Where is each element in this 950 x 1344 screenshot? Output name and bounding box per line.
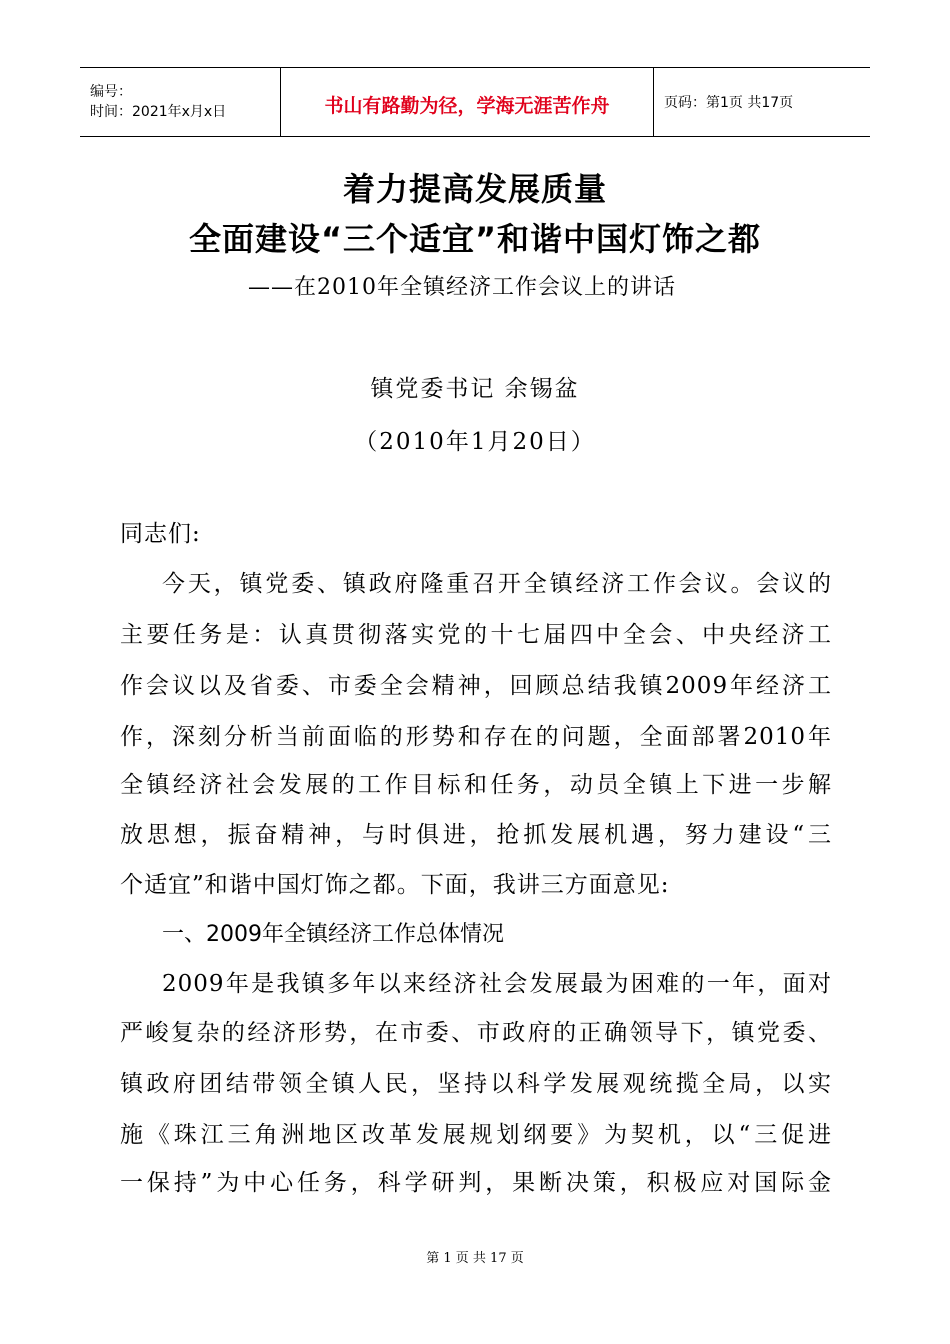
- paragraph-line: 一保持”为中心任务，科学研判，果断决策，积极应对国际金: [120, 1170, 832, 1196]
- paragraph-line: 施《珠江三角洲地区改革发展规划纲要》为契机，以“三促进: [120, 1122, 832, 1148]
- header-motto: 书山有路勤为径，学海无涯苦作舟: [324, 94, 610, 117]
- paragraph-line: 全镇经济社会发展的工作目标和任务，动员全镇上下进一步解: [120, 772, 832, 798]
- document-title-line-1: 着力提高发展质量: [342, 170, 607, 208]
- header-meta-cell: [80, 68, 281, 136]
- header-page-cell: [654, 68, 870, 136]
- header-table: [80, 67, 870, 137]
- speech-author: 镇党委书记 余锡盆: [370, 376, 580, 402]
- paragraph-line: 放思想，振奋精神，与时俱进，抢抓发展机遇，努力建设“三: [120, 822, 832, 848]
- document-title-line-2: 全面建设“三个适宜”和谐中国灯饰之都: [188, 220, 762, 258]
- paragraph-line: 作会议以及省委、市委全会精神，回顾总结我镇2009年经济工: [120, 673, 832, 699]
- section-heading: 一、2009年全镇经济工作总体情况: [162, 922, 504, 947]
- paragraph-line: 严峻复杂的经济形势，在市委、市政府的正确领导下，镇党委、: [120, 1020, 832, 1046]
- page-footer: 第 1 页 共 17 页: [426, 1251, 524, 1266]
- salutation: 同志们:: [120, 521, 201, 547]
- header-motto-cell: [281, 68, 654, 136]
- document-subtitle: ——在2010年全镇经济工作会议上的讲话: [248, 275, 676, 300]
- document-number-label: 编号：: [90, 84, 132, 100]
- paragraph-line: 主要任务是：认真贯彻落实党的十七届四中全会、中央经济工: [120, 622, 832, 648]
- paragraph-line: 镇政府团结带领全镇人民，坚持以科学发展观统揽全局，以实: [120, 1071, 832, 1097]
- paragraph-line: 今天，镇党委、镇政府隆重召开全镇经济工作会议。会议的: [162, 571, 832, 597]
- paragraph-line: 2009年是我镇多年以来经济社会发展最为困难的一年，面对: [162, 971, 832, 997]
- paragraph-line: 作，深刻分析当前面临的形势和存在的问题，全面部署2010年: [120, 724, 832, 750]
- header-page-info: 页码：第1页 共17页: [664, 95, 794, 111]
- document-time-label: 时间：2021年x月x日: [90, 104, 227, 120]
- speech-date: （2010年1月20日）: [354, 429, 596, 455]
- paragraph-line: 个适宜”和谐中国灯饰之都。下面，我讲三方面意见:: [120, 872, 670, 898]
